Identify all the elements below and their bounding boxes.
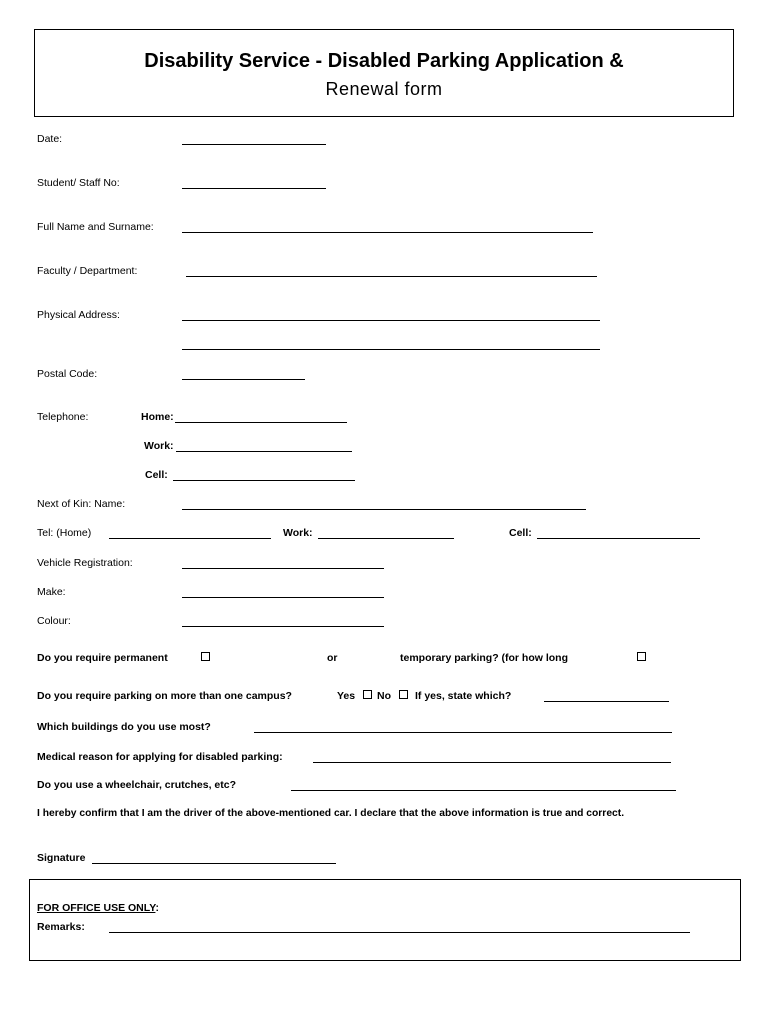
form-title-line1: Disability Service - Disabled Parking Application & <box>144 50 624 72</box>
date-label: Date: <box>37 133 63 145</box>
physical-address-field-2[interactable] <box>182 349 600 350</box>
full-name-label: Full Name and Surname: <box>37 221 154 233</box>
vehicle-registration-field[interactable] <box>182 568 384 569</box>
buildings-field[interactable] <box>254 732 672 733</box>
kin-tel-work-field[interactable] <box>318 538 454 539</box>
telephone-work-label: Work: <box>144 440 174 452</box>
full-name-field[interactable] <box>182 232 593 233</box>
wheelchair-question: Do you use a wheelchair, crutches, etc? <box>37 779 236 791</box>
temporary-checkbox[interactable] <box>637 652 646 661</box>
kin-tel-cell-label: Cell: <box>509 527 532 539</box>
form-title-line2: Renewal form <box>325 79 443 99</box>
student-staff-no-label: Student/ Staff No: <box>37 177 120 189</box>
telephone-cell-field[interactable] <box>173 480 355 481</box>
remarks-field[interactable] <box>109 932 690 933</box>
kin-tel-home-field[interactable] <box>109 538 271 539</box>
next-of-kin-label: Next of Kin: Name: <box>37 498 126 510</box>
faculty-department-label: Faculty / Department: <box>37 265 138 277</box>
campus-which-field[interactable] <box>544 701 669 702</box>
make-label: Make: <box>37 586 66 598</box>
vehicle-registration-label: Vehicle Registration: <box>37 557 133 569</box>
multi-campus-question: Do you require parking on more than one campus? <box>37 690 292 702</box>
office-use-heading-text: FOR OFFICE USE ONLY <box>37 902 156 914</box>
telephone-home-label: Home: <box>141 411 174 423</box>
colour-field[interactable] <box>182 626 384 627</box>
postal-code-field[interactable] <box>182 379 305 380</box>
telephone-cell-label: Cell: <box>145 469 168 481</box>
physical-address-field-1[interactable] <box>182 320 600 321</box>
permanent-question: Do you require permanent <box>37 652 168 664</box>
medical-reason-field[interactable] <box>313 762 671 763</box>
next-of-kin-name-field[interactable] <box>182 509 586 510</box>
no-checkbox[interactable] <box>399 690 408 699</box>
wheelchair-field[interactable] <box>291 790 676 791</box>
telephone-label: Telephone: <box>37 411 89 423</box>
medical-reason-question: Medical reason for applying for disabled parking: <box>37 751 283 763</box>
or-label: or <box>327 652 338 664</box>
date-field[interactable] <box>182 144 326 145</box>
kin-tel-home-label: Tel: (Home) <box>37 527 92 539</box>
colour-label: Colour: <box>37 615 71 627</box>
temporary-question: temporary parking? (for how long <box>400 652 569 664</box>
no-label: No <box>377 690 391 702</box>
declaration-text: I hereby confirm that I am the driver of the above-mentioned car. I declare that the above information is true and correct. <box>37 808 625 819</box>
faculty-department-field[interactable] <box>186 276 597 277</box>
office-use-box <box>29 879 741 961</box>
form-title-box <box>34 29 734 117</box>
make-field[interactable] <box>182 597 384 598</box>
postal-code-label: Postal Code: <box>37 368 98 380</box>
buildings-question: Which buildings do you use most? <box>37 721 211 733</box>
kin-tel-cell-field[interactable] <box>537 538 700 539</box>
physical-address-label: Physical Address: <box>37 309 120 321</box>
if-yes-label: If yes, state which? <box>415 690 512 702</box>
office-use-heading <box>37 902 159 914</box>
remarks-label: Remarks: <box>37 921 85 933</box>
telephone-home-field[interactable] <box>175 422 347 423</box>
telephone-work-field[interactable] <box>176 451 352 452</box>
signature-label: Signature <box>37 852 86 864</box>
student-staff-no-field[interactable] <box>182 188 326 189</box>
yes-checkbox[interactable] <box>363 690 372 699</box>
signature-field[interactable] <box>92 863 336 864</box>
office-use-heading-colon: : <box>155 902 159 914</box>
permanent-checkbox[interactable] <box>201 652 210 661</box>
yes-label: Yes <box>337 690 356 702</box>
kin-tel-work-label: Work: <box>283 527 313 539</box>
